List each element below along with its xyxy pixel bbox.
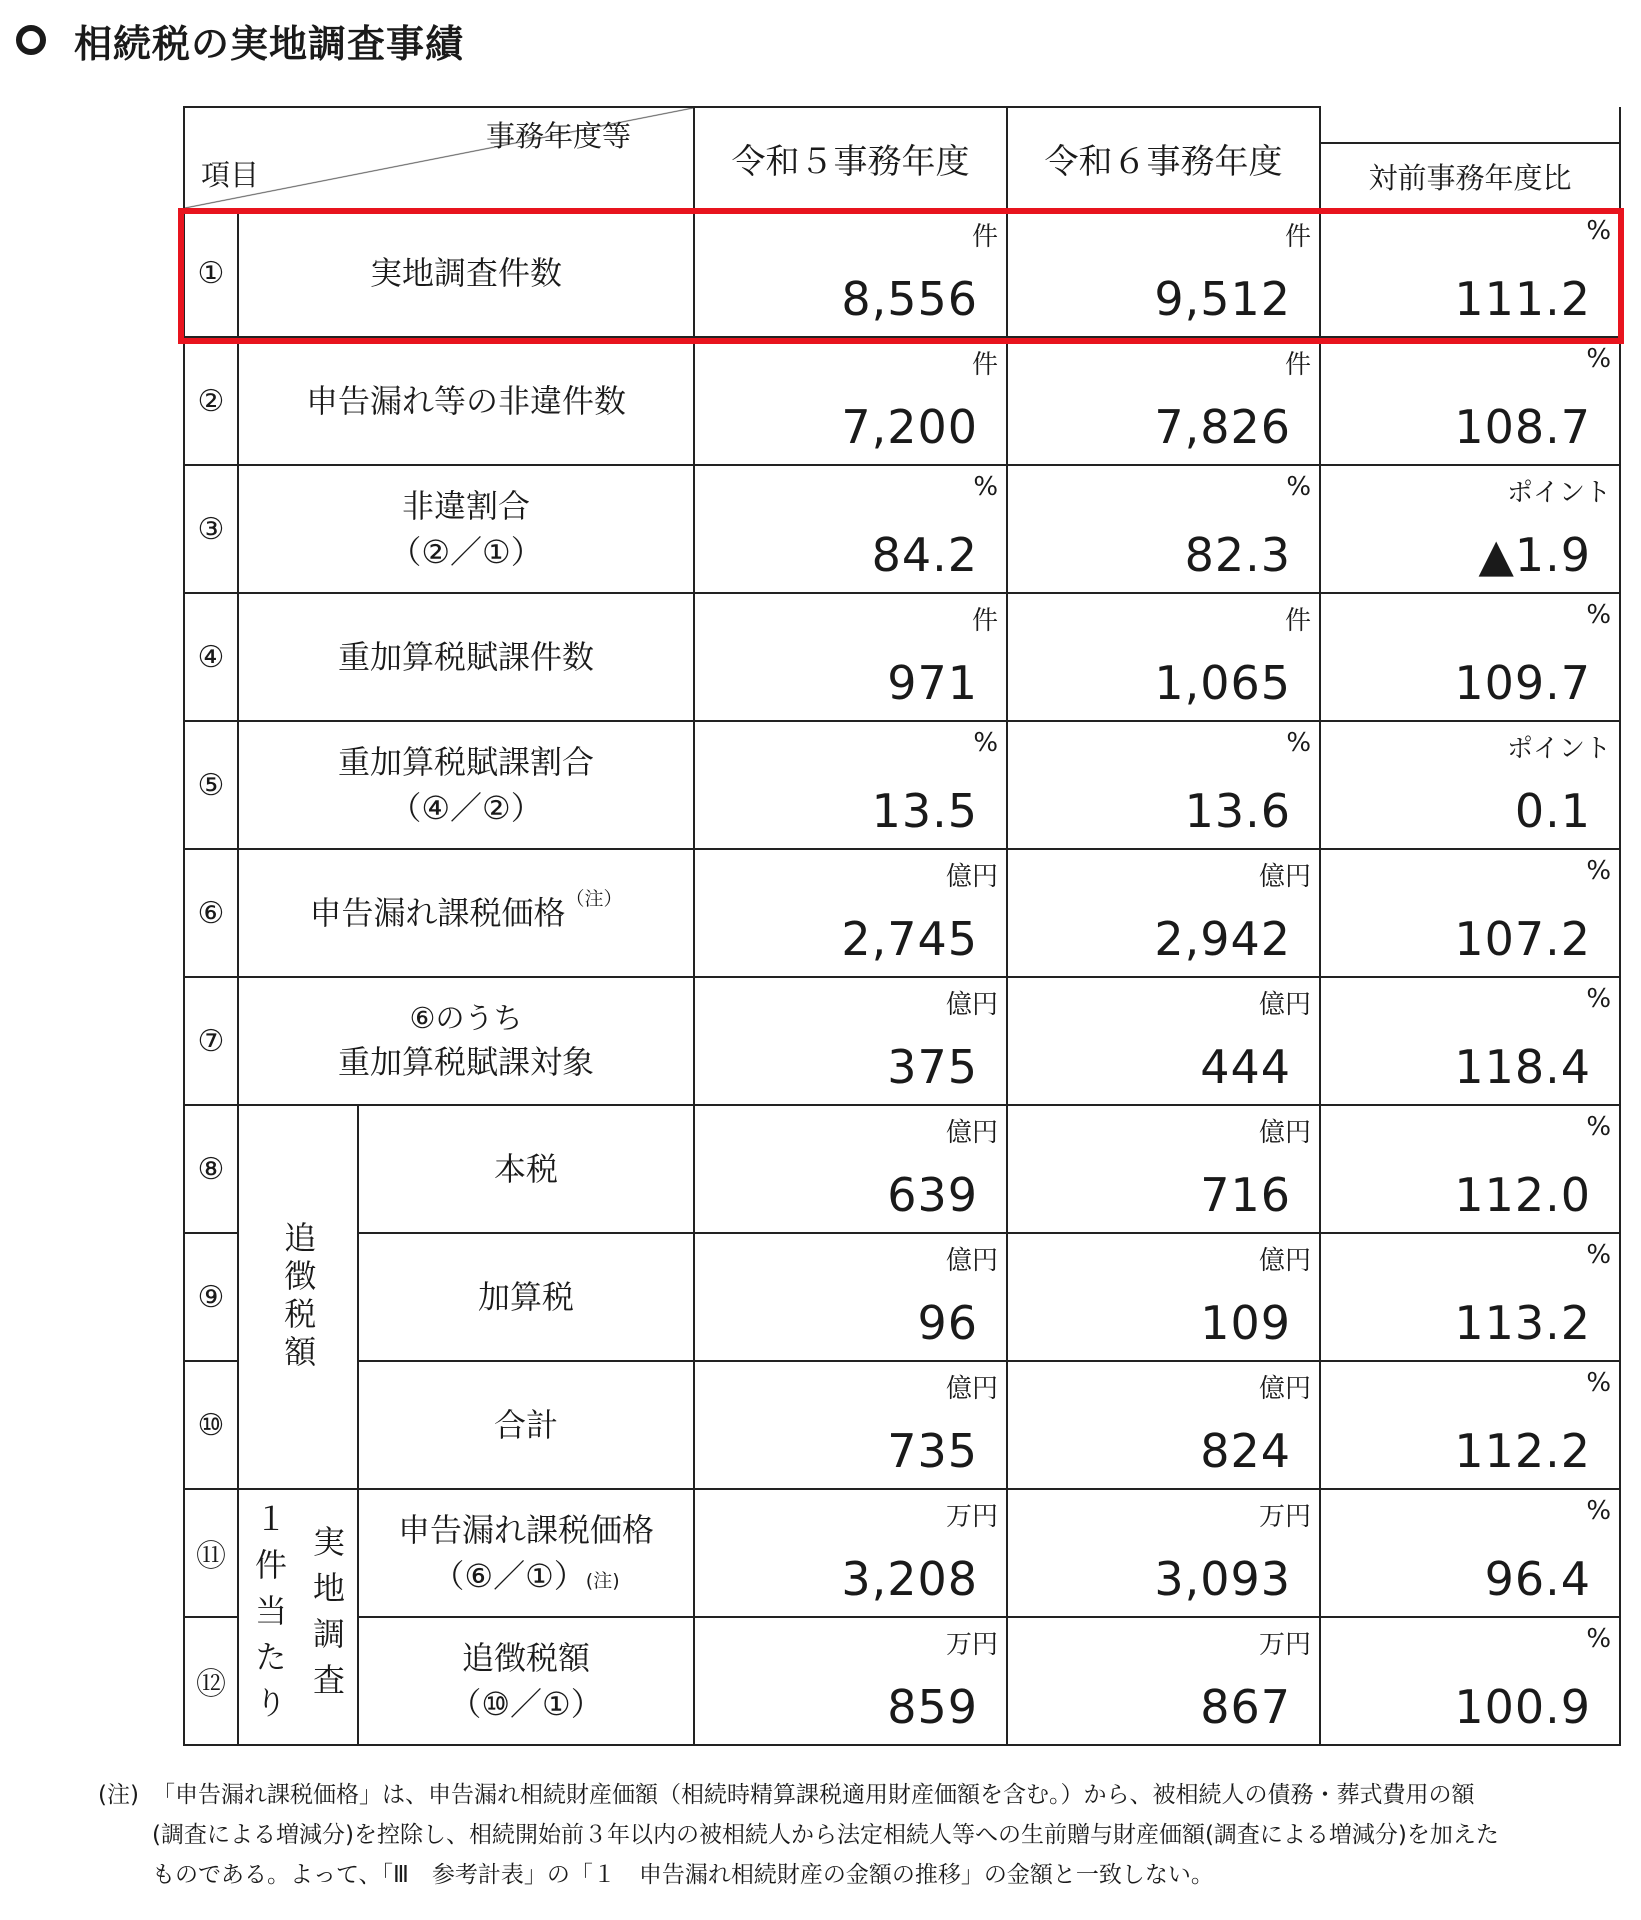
value-cell-r6	[1007, 209, 1320, 337]
row-label-sub: （⑥／①）	[432, 1557, 586, 1595]
note-marker: （注）	[565, 887, 623, 910]
value-text: 7,826	[1154, 400, 1292, 454]
value-cell-r6	[1007, 1233, 1320, 1361]
value-cell-ratio	[1320, 1233, 1620, 1361]
value-cell-r6	[1007, 1489, 1320, 1617]
row-label-text: 申告漏れ課税価格	[398, 1510, 655, 1549]
value-cell-r5	[694, 1617, 1007, 1745]
row-label-text: 追徴税額	[462, 1638, 591, 1677]
table-row	[184, 1489, 1620, 1617]
value-text: 109	[1200, 1296, 1292, 1350]
value-cell-r5	[694, 721, 1007, 849]
table-header-row	[184, 107, 1620, 209]
row-label-sub: （②／①）	[389, 533, 543, 571]
row-label	[238, 721, 694, 849]
unit-label: 億円	[1259, 862, 1312, 892]
value-cell-r6	[1007, 977, 1320, 1105]
unit-label: %	[1586, 856, 1612, 886]
unit-label: %	[1586, 1496, 1612, 1526]
row-number: ⑤	[184, 721, 238, 849]
value-text: 108.7	[1454, 400, 1592, 454]
unit-label: 億円	[1259, 1374, 1312, 1404]
row-label-sub: 重加算税賦課対象	[338, 1042, 595, 1081]
value-text: 13.6	[1184, 784, 1292, 838]
value-cell-ratio	[1320, 209, 1620, 337]
unit-label: 億円	[946, 1246, 999, 1276]
value-text: 100.9	[1454, 1680, 1592, 1734]
row-label	[358, 1105, 694, 1233]
value-text: 444	[1200, 1040, 1292, 1094]
value-text: 716	[1200, 1168, 1292, 1222]
table-row	[184, 1361, 1620, 1489]
unit-label: 万円	[946, 1630, 999, 1660]
unit-label: 億円	[946, 1118, 999, 1148]
value-cell-r6	[1007, 721, 1320, 849]
unit-label: 件	[1285, 222, 1312, 252]
group-label-per-case-text: １件当たり	[250, 1502, 288, 1732]
value-cell-ratio	[1320, 849, 1620, 977]
unit-label: %	[1586, 984, 1612, 1014]
row-label	[238, 337, 694, 465]
header-year-r5: 令和５事務年度	[694, 107, 1007, 209]
row-label-text: 申告漏れ課税価格	[309, 893, 566, 932]
table-row	[184, 721, 1620, 849]
value-cell-ratio	[1320, 337, 1620, 465]
value-cell-r5	[694, 1489, 1007, 1617]
table-row	[184, 1617, 1620, 1745]
value-text: 2,745	[841, 912, 979, 966]
unit-label: 件	[1285, 350, 1312, 380]
row-number: ⑨	[184, 1233, 238, 1361]
group-label-tsuicho	[238, 1105, 358, 1489]
value-cell-ratio	[1320, 465, 1620, 593]
footnote-text-1: 「申告漏れ課税価格」は、申告漏れ相続財産価額（相続時精算課税適用財産価額を含む。）から、被相続人の債務・葬式費用の額	[152, 1782, 1475, 1808]
row-label	[238, 849, 694, 977]
unit-label: %	[1286, 472, 1312, 502]
value-cell-r6	[1007, 849, 1320, 977]
row-label-text: 実地調査件数	[370, 253, 563, 292]
footnote-lead: (注)	[98, 1782, 139, 1808]
value-cell-r6	[1007, 1105, 1320, 1233]
row-number: ⑫	[184, 1617, 238, 1745]
header-year-r6: 令和６事務年度	[1007, 107, 1320, 209]
value-cell-r5	[694, 849, 1007, 977]
unit-label: 件	[972, 222, 999, 252]
value-text: 8,556	[841, 272, 979, 326]
value-text: 824	[1200, 1424, 1292, 1478]
table-row	[184, 337, 1620, 465]
table-row	[184, 1105, 1620, 1233]
unit-label: ポイント	[1507, 734, 1612, 764]
unit-label: 万円	[946, 1502, 999, 1532]
value-text: 867	[1200, 1680, 1292, 1734]
value-text: 3,093	[1154, 1552, 1292, 1606]
row-label	[238, 465, 694, 593]
unit-label: 件	[972, 606, 999, 636]
header-corner-cell	[184, 107, 694, 209]
value-cell-r6	[1007, 1617, 1320, 1745]
value-text: 2,942	[1154, 912, 1292, 966]
value-text: 96	[917, 1296, 979, 1350]
row-label-text: ⑥のうち	[409, 1000, 523, 1035]
value-cell-r5	[694, 1361, 1007, 1489]
value-text: 118.4	[1454, 1040, 1592, 1094]
value-cell-ratio	[1320, 1489, 1620, 1617]
row-label	[358, 1617, 694, 1745]
table-row	[184, 1233, 1620, 1361]
value-text: 375	[887, 1040, 979, 1094]
row-number: ⑦	[184, 977, 238, 1105]
circle-bullet-icon	[16, 25, 46, 55]
unit-label: 億円	[1259, 1118, 1312, 1148]
value-text: 3,208	[841, 1552, 979, 1606]
survey-results-table	[183, 106, 1621, 1746]
footnote-line-1	[98, 1775, 1618, 1815]
unit-label: %	[973, 728, 999, 758]
value-text: 971	[887, 656, 979, 710]
unit-label: %	[1586, 216, 1612, 246]
row-number: ④	[184, 593, 238, 721]
unit-label: 億円	[946, 990, 999, 1020]
unit-label: %	[1586, 1368, 1612, 1398]
value-cell-r6	[1007, 593, 1320, 721]
group-label-field-survey-text: 実地調査	[308, 1525, 346, 1709]
footnote-line-3: ものである。よって、「Ⅲ 参考計表」の「１ 申告漏れ相続財産の金額の推移」の金額と一致しない。	[152, 1862, 1214, 1888]
unit-label: ポイント	[1507, 478, 1612, 508]
unit-label: 件	[972, 350, 999, 380]
value-text: 109.7	[1454, 656, 1592, 710]
row-label-sub: （⑩／①）	[449, 1685, 603, 1723]
row-label-text: 申告漏れ等の非違件数	[306, 381, 627, 420]
row-number: ①	[184, 209, 238, 337]
row-label	[238, 209, 694, 337]
value-cell-r5	[694, 1105, 1007, 1233]
unit-label: %	[1586, 344, 1612, 374]
value-text: 735	[887, 1424, 979, 1478]
value-cell-r6	[1007, 337, 1320, 465]
value-cell-ratio	[1320, 721, 1620, 849]
row-number: ⑩	[184, 1361, 238, 1489]
value-cell-r5	[694, 593, 1007, 721]
value-cell-ratio	[1320, 1361, 1620, 1489]
table-row	[184, 593, 1620, 721]
value-text: 82.3	[1184, 528, 1292, 582]
table-row	[184, 977, 1620, 1105]
value-text: 13.5	[871, 784, 979, 838]
value-text: 113.2	[1454, 1296, 1592, 1350]
row-label-text: 重加算税賦課件数	[338, 637, 595, 676]
unit-label: 億円	[946, 862, 999, 892]
value-text: 112.2	[1454, 1424, 1592, 1478]
row-label	[358, 1361, 694, 1489]
row-label-text: 加算税	[478, 1277, 575, 1316]
row-label-text: 非違割合	[402, 486, 531, 525]
unit-label: 万円	[1259, 1502, 1312, 1532]
row-label	[238, 593, 694, 721]
row-number: ⑥	[184, 849, 238, 977]
page-title	[16, 14, 464, 66]
unit-label: %	[1286, 728, 1312, 758]
unit-label: %	[1586, 1240, 1612, 1270]
value-cell-ratio	[1320, 1105, 1620, 1233]
value-text: 107.2	[1454, 912, 1592, 966]
table-row	[184, 209, 1620, 337]
row-label	[358, 1489, 694, 1617]
unit-label: %	[1586, 1624, 1612, 1654]
page-title-text: 相続税の実地調査事績	[74, 21, 465, 66]
unit-label: 件	[1285, 606, 1312, 636]
unit-label: 億円	[946, 1374, 999, 1404]
row-label-text: 重加算税賦課割合	[338, 742, 595, 781]
value-text: ▲1.9	[1478, 528, 1592, 582]
row-label-text: 本税	[494, 1149, 559, 1188]
group-label-tsuicho-text: 追徴税額	[279, 1221, 318, 1373]
value-text: 639	[887, 1168, 979, 1222]
value-text: 7,200	[841, 400, 979, 454]
value-cell-r5	[694, 465, 1007, 593]
header-ratio: 対前事務年度比	[1321, 142, 1619, 208]
row-number: ②	[184, 337, 238, 465]
value-text: 0.1	[1514, 784, 1592, 838]
table-row	[184, 849, 1620, 977]
row-label	[358, 1233, 694, 1361]
row-label-sub: （④／②）	[389, 789, 543, 827]
header-ratio-cell	[1320, 107, 1620, 209]
unit-label: %	[1586, 1112, 1612, 1142]
value-text: 1,065	[1154, 656, 1292, 710]
row-number: ③	[184, 465, 238, 593]
row-number: ⑧	[184, 1105, 238, 1233]
unit-label: %	[973, 472, 999, 502]
value-cell-r6	[1007, 465, 1320, 593]
corner-label-year: 事務年度等	[486, 119, 632, 153]
value-text: 859	[887, 1680, 979, 1734]
corner-label-item: 項目	[201, 158, 260, 192]
value-text: 96.4	[1484, 1552, 1592, 1606]
note-marker: (注)	[585, 1570, 620, 1592]
group-label-per-case	[238, 1489, 358, 1745]
value-cell-r5	[694, 209, 1007, 337]
value-cell-r5	[694, 337, 1007, 465]
unit-label: 億円	[1259, 1246, 1312, 1276]
unit-label: 億円	[1259, 990, 1312, 1020]
value-text: 9,512	[1154, 272, 1292, 326]
footnote-line-2: (調査による増減分)を控除し、相続開始前３年以内の被相続人から法定相続人等への生前贈与財産価額(調査による増減分)を加えた	[152, 1822, 1499, 1848]
row-label	[238, 977, 694, 1105]
row-label-text: 合計	[494, 1405, 559, 1444]
value-text: 112.0	[1454, 1168, 1592, 1222]
value-cell-r5	[694, 977, 1007, 1105]
value-cell-ratio	[1320, 1617, 1620, 1745]
value-text: 84.2	[871, 528, 979, 582]
unit-label: %	[1586, 600, 1612, 630]
row-number: ⑪	[184, 1489, 238, 1617]
value-cell-r5	[694, 1233, 1007, 1361]
value-cell-r6	[1007, 1361, 1320, 1489]
table-row	[184, 465, 1620, 593]
value-text: 111.2	[1454, 272, 1592, 326]
value-cell-ratio	[1320, 593, 1620, 721]
unit-label: 万円	[1259, 1630, 1312, 1660]
footnote	[98, 1775, 1618, 1895]
value-cell-ratio	[1320, 977, 1620, 1105]
